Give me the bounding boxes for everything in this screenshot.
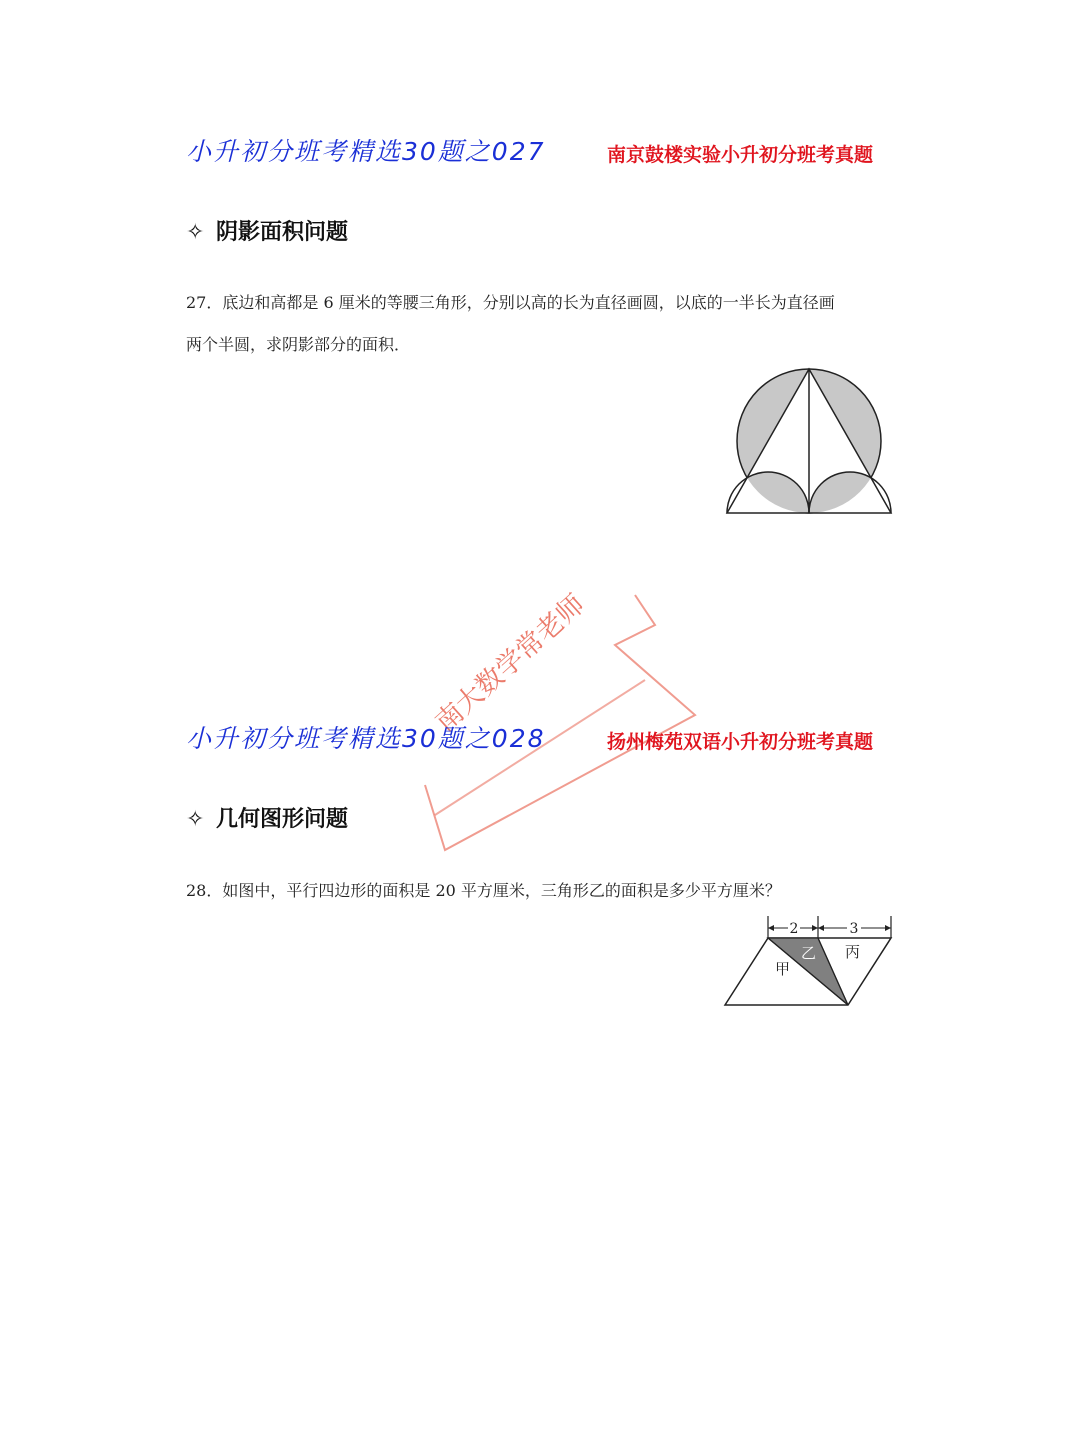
section-heading-028 — [186, 802, 348, 833]
watermark-text: 南大数学常老师 — [429, 588, 591, 739]
label-jia: 甲 — [775, 960, 791, 978]
series-title-027: 小升初分班考精选30题之027 — [186, 137, 546, 166]
section-heading-027 — [186, 215, 348, 246]
problem-28-text: 28．如图中，平行四边形的面积是 20 平方厘米，三角形乙的面积是多少平方厘米？ — [186, 881, 781, 900]
label-yi: 乙 — [801, 944, 817, 962]
sparkle-icon: ✧ — [186, 220, 205, 245]
source-label-028: 扬州梅苑双语小升初分班考真题 — [607, 731, 874, 753]
source-label-027: 南京鼓楼实验小升初分班考真题 — [607, 144, 874, 166]
dimension-right: 3 — [849, 921, 859, 937]
label-bing: 丙 — [845, 943, 861, 961]
figure-parallelogram — [720, 912, 900, 1012]
series-title-028: 小升初分班考精选30题之028 — [186, 724, 546, 753]
sparkle-icon: ✧ — [186, 807, 205, 832]
dimension-left: 2 — [789, 921, 799, 937]
section-title: 阴影面积问题 — [216, 220, 349, 245]
section-title: 几何图形问题 — [216, 807, 349, 832]
problem-27-line-2: 两个半圆，求阴影部分的面积． — [186, 335, 411, 354]
problem-27-text — [186, 282, 901, 366]
problem-27-line-1: 27．底边和高都是 6 厘米的等腰三角形，分别以高的长为直径画圆，以底的一半长为直径画 — [186, 293, 835, 312]
figure-circle-triangle — [720, 365, 900, 520]
